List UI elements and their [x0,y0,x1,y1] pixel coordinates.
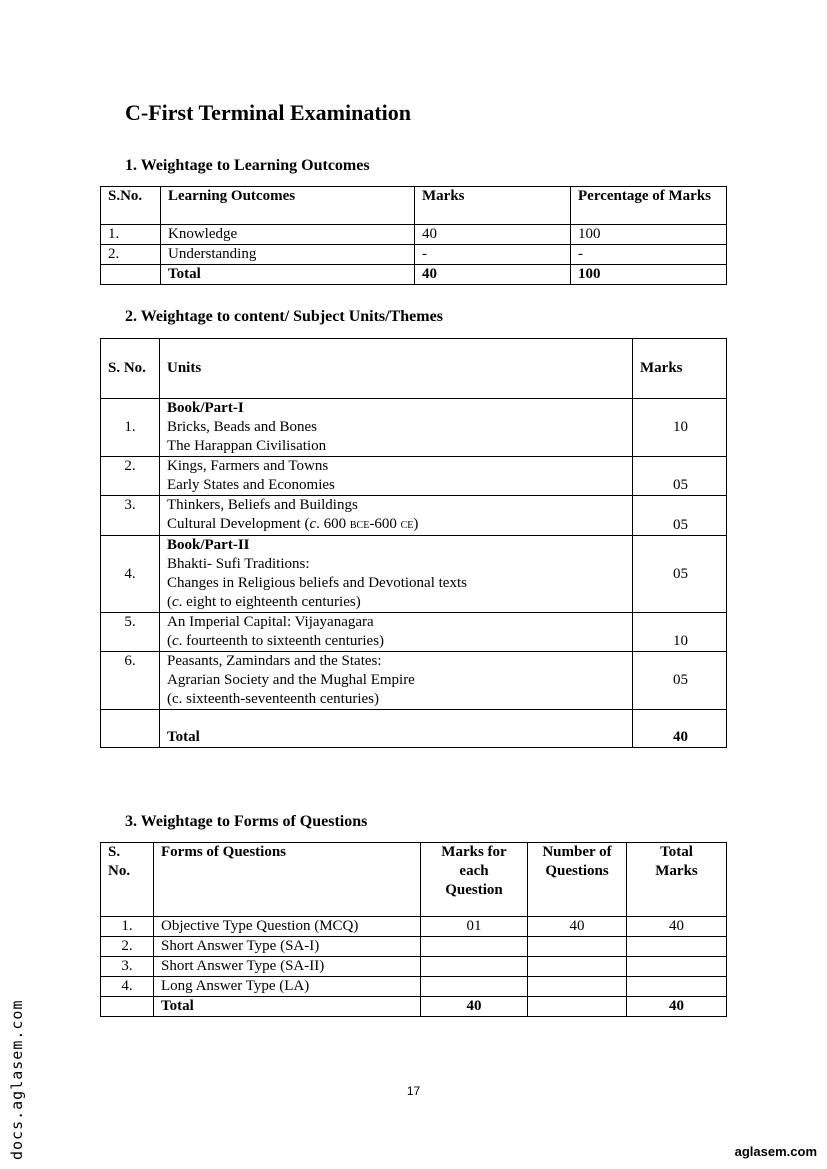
cell: Short Answer Type (SA-I) [154,937,421,957]
unit-line: Peasants, Zamindars and the States: [167,653,382,669]
table-row [101,937,727,957]
table-row [101,957,727,977]
cell [101,710,160,748]
col-header-number: Number of Questions [528,843,627,917]
unit-line: Bhakti- Sufi Traditions: [167,556,310,572]
cell [627,937,727,957]
cell: 1. [101,399,160,457]
section-2-heading: 2. Weightage to content/ Subject Units/Themes [125,308,443,325]
unit-line: Thinkers, Beliefs and Buildings [167,497,358,513]
cell [160,457,633,496]
cell: - [415,245,571,265]
brand-watermark: aglasem.com [734,1144,817,1159]
col-header-marks: Marks [633,339,727,399]
marks-cell: 05 [633,457,727,496]
cell: 3. [101,957,154,977]
cell: Long Answer Type (LA) [154,977,421,997]
marks-cell: 10 [633,399,727,457]
unit-line: The Harappan Civilisation [167,438,327,454]
col-header-percentage: Percentage of Marks [571,187,727,225]
col-header-sno: S. No. [101,843,154,917]
page-title: C-First Terminal Examination [125,100,412,125]
col-header-marks-each: Marks for each Question [421,843,528,917]
cell: Objective Type Question (MCQ) [154,917,421,937]
cell: Understanding [161,245,415,265]
cell: 100 [571,225,727,245]
table-row [101,917,727,937]
table-row [101,613,727,652]
col-header-total-marks: Total Marks [627,843,727,917]
unit-line: Agrarian Society and the Mughal Empire [167,672,415,688]
side-watermark: docs.aglasem.com [8,999,26,1160]
total-label: Total [154,997,421,1017]
total-marks: 40 [633,710,727,748]
table-row [101,245,727,265]
cell [528,937,627,957]
cell: - [571,245,727,265]
cell: 1. [101,225,161,245]
marks-cell: 05 [633,496,727,536]
cell [627,957,727,977]
unit-line: An Imperial Capital: Vijayanagara [167,614,374,630]
total-marks-each: 40 [421,997,528,1017]
total-row [101,710,727,748]
cell [160,399,633,457]
cell: 3. [101,496,160,536]
total-label: Total [161,265,415,285]
cell [421,977,528,997]
question-forms-table [100,842,727,1017]
cell: 4. [101,536,160,613]
cell: 40 [528,917,627,937]
cell: 2. [101,245,161,265]
cell: 2. [101,937,154,957]
table-row [101,399,727,457]
cell [528,977,627,997]
unit-line: Cultural Development (c. 600 BCE-600 CE) [167,516,419,532]
marks-cell: 05 [633,536,727,613]
cell [101,997,154,1017]
total-marks: 40 [627,997,727,1017]
total-marks: 40 [415,265,571,285]
col-header-sno: S. No. [101,339,160,399]
cell [421,957,528,977]
book-part-label: Book/Part-I [167,400,244,416]
col-header-learning-outcomes: Learning Outcomes [161,187,415,225]
section-3-heading: 3. Weightage to Forms of Questions [125,813,368,830]
cell [160,613,633,652]
learning-outcomes-table [100,186,727,285]
total-percentage: 100 [571,265,727,285]
section-1-heading: 1. Weightage to Learning Outcomes [125,157,370,174]
cell: 5. [101,613,160,652]
cell [160,652,633,710]
col-header-units: Units [160,339,633,399]
book-part-label: Book/Part-II [167,537,250,553]
unit-line: Bricks, Beads and Bones [167,419,317,435]
marks-cell: 10 [633,613,727,652]
page-number: 17 [406,1084,421,1098]
cell: 40 [627,917,727,937]
cell: 4. [101,977,154,997]
total-label: Total [160,710,633,748]
cell [160,496,633,536]
unit-line: Changes in Religious beliefs and Devotional texts [167,575,467,591]
col-header-sno: S.No. [101,187,161,225]
unit-line: (c. sixteenth-seventeenth centuries) [167,691,379,707]
cell: 40 [415,225,571,245]
table-row [101,225,727,245]
cell: Knowledge [161,225,415,245]
unit-line: Kings, Farmers and Towns [167,458,329,474]
units-table [100,338,727,748]
cell [528,957,627,977]
cell [627,977,727,997]
col-header-forms: Forms of Questions [154,843,421,917]
cell: Short Answer Type (SA-II) [154,957,421,977]
marks-cell: 05 [633,652,727,710]
table-row [101,652,727,710]
total-row [101,997,727,1017]
cell: 2. [101,457,160,496]
cell [101,265,161,285]
unit-line: (c. eight to eighteenth centuries) [167,594,361,610]
total-row [101,265,727,285]
cell [160,536,633,613]
table-row [101,457,727,496]
unit-line: (c. fourteenth to sixteenth centuries) [167,633,385,649]
table-row [101,536,727,613]
table-row [101,496,727,536]
unit-line: Early States and Economies [167,477,335,493]
cell: 01 [421,917,528,937]
cell: 1. [101,917,154,937]
cell [421,937,528,957]
cell [528,997,627,1017]
col-header-marks: Marks [415,187,571,225]
cell: 6. [101,652,160,710]
table-row [101,977,727,997]
